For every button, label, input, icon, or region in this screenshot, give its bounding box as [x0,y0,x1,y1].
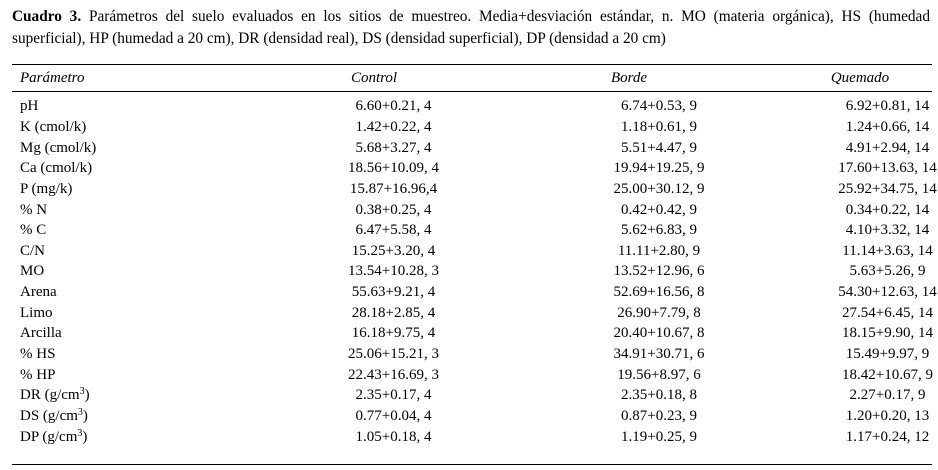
cell-quemado: 17.60+13.63, 14 [838,160,937,177]
cell-borde: 2.35+0.18, 8 [621,387,697,404]
parametro-label: Arcilla [20,325,62,342]
cell-borde: 5.51+4.47, 9 [621,139,697,156]
table-bottom-rule [12,464,932,465]
cell-control: 15.25+3.20, 4 [351,242,436,259]
cell-quemado: 1.24+0.66, 14 [845,118,930,135]
cell-borde: 1.19+0.25, 9 [621,428,697,445]
parametro-label: DS (g/cm [20,407,78,424]
table-row [12,302,938,323]
cell-parametro [12,406,250,427]
unit-suffix: ) [84,387,90,404]
cell-control: 22.43+16.69, 3 [348,366,439,383]
cell-quemado: 54.30+12.63, 14 [838,284,937,301]
parametro-label: DP (g/cm [20,428,78,445]
table-row [12,261,938,282]
cell-borde: 52.69+16.56, 8 [613,284,705,301]
table-row [12,282,938,303]
caption-text: Parámetros del suelo evaluados en los sitios de muestreo. Media+desviación estándar, n. MO (materia orgánica), HS (humedad superficial), HP (humedad a 20 cm), DR (densidad real), DS (densidad superficial), DP (densidad a 20 cm) [12,8,930,47]
parametro-label: MO [20,263,45,280]
cell-quemado: 27.54+6.45, 14 [842,304,933,321]
cell-control: 16.18+9.75, 4 [351,325,436,342]
cell-parametro [12,344,250,365]
parametro-label: K (cmol/k) [20,118,87,135]
cell-control: 25.06+15.21, 3 [348,346,439,362]
table-row [12,96,938,117]
cell-control: 18.56+10.09, 4 [348,160,439,177]
cell-quemado: 1.20+0.20, 13 [845,407,930,424]
unit-superscript: 3 [77,406,83,418]
unit-suffix: ) [82,407,88,424]
cell-parametro [12,179,250,200]
table-row [12,220,938,241]
cell-quemado: 25.92+34.75, 14 [838,180,937,197]
parametro-label: Limo [20,304,53,321]
cell-borde: 6.74+0.53, 9 [621,98,697,115]
cell-quemado: 18.42+10.67, 9 [842,366,933,383]
parametro-label: % HS [20,346,56,362]
parametro-label: P (mg/k) [20,180,73,197]
cell-quemado: 15.49+9.97, 9 [845,346,930,362]
header-control: Control [350,69,398,86]
cell-borde: 19.56+8.97, 6 [617,366,701,383]
cell-quemado: 11.14+3.63, 14 [842,242,933,259]
table-row [12,240,938,261]
cell-control: 15.87+16.96,4 [349,180,438,197]
cell-control: 28.18+2.85, 4 [351,304,436,321]
unit-superscript: 3 [77,427,83,439]
cell-parametro [12,158,250,179]
table-row [12,364,938,385]
cell-quemado: 1.17+0.24, 12 [845,428,930,445]
table-row [12,323,938,344]
table-row [12,344,938,365]
unit-suffix: ) [82,428,88,445]
table-row [12,426,938,447]
soil-parameters-table [12,65,938,447]
cell-control: 6.60+0.21, 4 [355,98,432,115]
cell-quemado: 2.27+0.17, 9 [849,387,926,404]
cell-borde: 1.18+0.61, 9 [621,118,697,135]
cell-quemado: 5.63+5.26, 9 [849,263,926,280]
cell-parametro [12,364,250,385]
parametro-label: % C [20,222,47,239]
cell-parametro [12,261,250,282]
table-row [12,385,938,406]
cell-parametro [12,282,250,303]
table-row [12,117,938,138]
cell-parametro [12,302,250,323]
cell-quemado: 18.15+9.90, 14 [842,325,933,342]
cell-parametro [12,137,250,158]
parametro-label: % N [20,201,48,218]
parametro-label: C/N [20,242,46,259]
cell-control: 55.63+9.21, 4 [351,284,436,301]
cell-borde: 5.62+6.83, 9 [621,222,697,239]
table-header-row [12,65,938,91]
cell-borde: 0.87+0.23, 9 [621,407,697,424]
parametro-label: DR (g/cm [20,387,80,404]
cell-control: 1.05+0.18, 4 [355,428,432,445]
cell-parametro [12,199,250,220]
unit-superscript: 3 [79,386,85,398]
parametro-label: Mg (cmol/k) [20,139,97,156]
cell-control: 1.42+0.22, 4 [355,118,432,135]
table-row [12,158,938,179]
cell-parametro [12,220,250,241]
table-caption [12,6,930,50]
cell-quemado: 4.10+3.32, 14 [845,222,930,239]
cell-parametro [12,117,250,138]
cell-borde: 26.90+7.79, 8 [617,304,701,321]
cell-control: 0.38+0.25, 4 [355,201,432,218]
cell-parametro [12,323,250,344]
cell-control: 0.77+0.04, 4 [355,407,432,424]
table-row [12,199,938,220]
parametro-label: Arena [20,284,57,301]
header-borde: Borde [610,69,648,86]
caption-label: Cuadro 3. [12,8,82,25]
cell-borde: 34.91+30.71, 6 [613,346,705,362]
cell-control: 2.35+0.17, 4 [355,387,432,404]
cell-parametro [12,426,250,447]
parametro-label: % HP [20,366,56,383]
cell-quemado: 4.91+2.94, 14 [845,139,930,156]
cell-borde: 20.40+10.67, 8 [613,325,705,342]
cell-control: 5.68+3.27, 4 [355,139,432,156]
table-row [12,406,938,427]
header-parametro: Parámetro [20,69,85,86]
cell-borde: 25.00+30.12, 9 [613,180,705,197]
cell-parametro [12,240,250,261]
cell-quemado: 6.92+0.81, 14 [845,98,930,115]
parametro-label: pH [20,98,39,115]
cell-borde: 11.11+2.80, 9 [617,242,701,259]
cell-borde: 19.94+19.25, 9 [613,160,705,177]
table-row [12,179,938,200]
cell-control: 6.47+5.58, 4 [355,222,432,239]
header-quemado: Quemado [830,69,890,86]
table-row [12,137,938,158]
cell-control: 13.54+10.28, 3 [348,263,439,280]
table-body [12,91,938,447]
cell-quemado: 0.34+0.22, 14 [845,201,930,218]
cell-borde: 0.42+0.42, 9 [621,201,697,218]
parametro-label: Ca (cmol/k) [20,160,93,177]
cell-parametro [12,96,250,117]
cell-parametro [12,385,250,406]
cell-borde: 13.52+12.96, 6 [613,263,705,280]
